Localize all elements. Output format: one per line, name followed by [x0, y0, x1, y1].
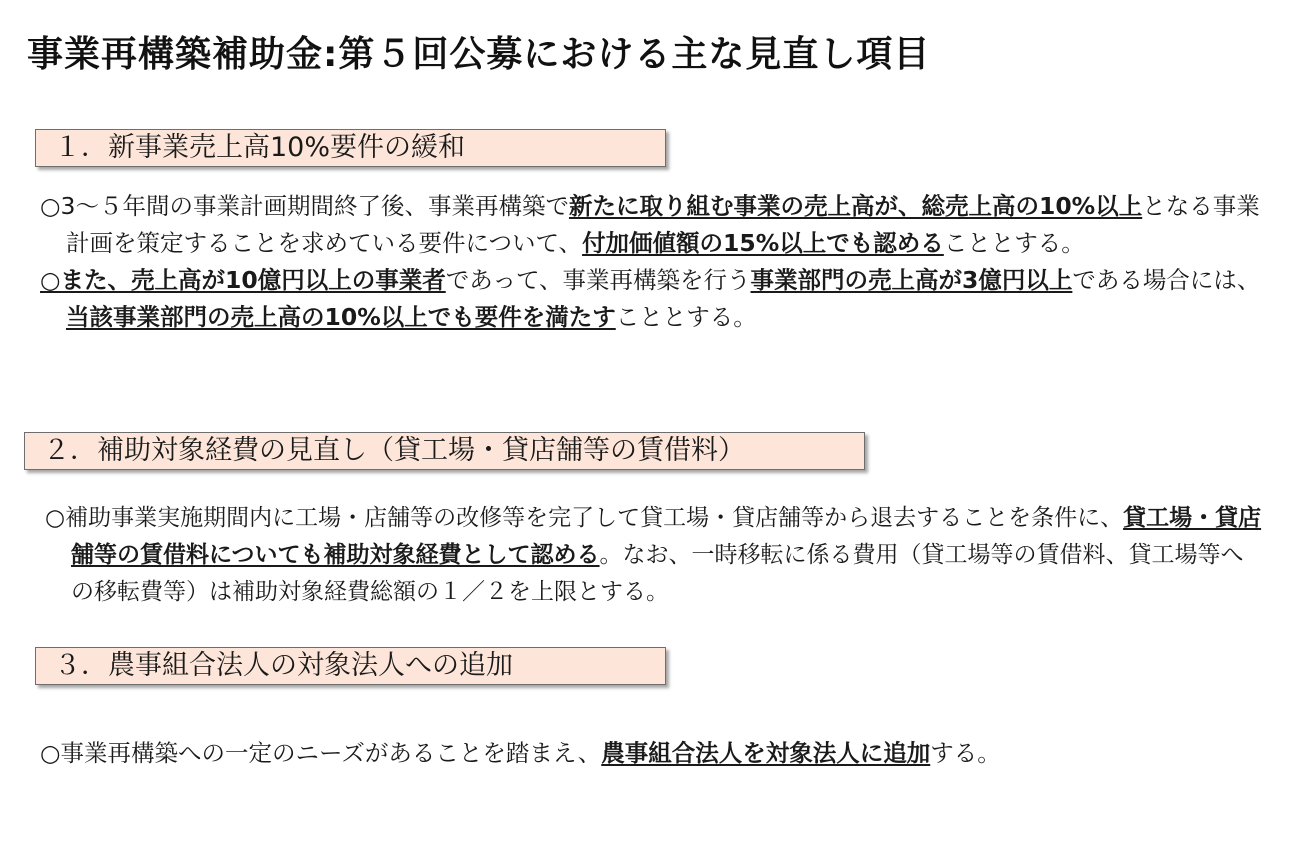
bullet-paragraph: [40, 188, 1265, 262]
bullet-paragraph: [40, 735, 1265, 772]
emphasized-text: 付加価値額の15%以上でも認める: [582, 229, 944, 257]
section-body-2: [45, 500, 1265, 611]
body-text: する。: [930, 739, 1001, 767]
body-text: ○3～５年間の事業計画期間終了後、事業再構築で: [40, 192, 569, 220]
body-text: 。なお、一時移転に係る費用（貸工場等の賃借料、貸工場等への移転費等）は補助対象経費総額の１／２を上限とする。: [71, 542, 1244, 605]
body-text: となる事業計画を策定することを求めている要件について、: [66, 192, 1260, 257]
body-text: であって、事業再構築を行う: [445, 266, 751, 294]
section-header-1: １．新事業売上高10%要件の緩和: [35, 129, 666, 167]
section-header-3: ３．農事組合法人の対象法人への追加: [35, 647, 666, 685]
section-header-2: ２．補助対象経費の見直し（貸工場・貸店舗等の賃借料）: [24, 432, 865, 470]
emphasized-text: 当該事業部門の売上高の10%以上でも要件を満たす: [66, 303, 616, 331]
section-body-1: [40, 188, 1265, 336]
emphasized-text: 新たに取り組む事業の売上高が、総売上高の10%以上: [568, 192, 1143, 220]
body-text: ○補助事業実施期間内に工場・店舗等の改修等を完了して貸工場・貸店舗等から退去することを条件に、: [45, 505, 1124, 531]
emphasized-text: 貸工場・貸店舗等の賃借料についても補助対象経費として認める: [71, 505, 1262, 568]
page-title: 事業再構築補助金:第５回公募における主な見直し項目: [27, 34, 931, 75]
body-text: こととする。: [615, 303, 757, 331]
emphasized-text: ○また、売上高が10億円以上の事業者: [40, 266, 446, 294]
emphasized-text: 事業部門の売上高が3億円以上: [750, 266, 1073, 294]
body-text: ○事業再構築への一定のニーズがあることを踏まえ、: [40, 739, 602, 767]
body-text: こととする。: [943, 229, 1085, 257]
section-body-3: [40, 735, 1265, 772]
emphasized-text: 農事組合法人を対象法人に追加: [601, 739, 931, 767]
body-text: である場合には、: [1072, 266, 1261, 294]
bullet-paragraph: [40, 262, 1265, 336]
bullet-paragraph: [45, 500, 1265, 611]
